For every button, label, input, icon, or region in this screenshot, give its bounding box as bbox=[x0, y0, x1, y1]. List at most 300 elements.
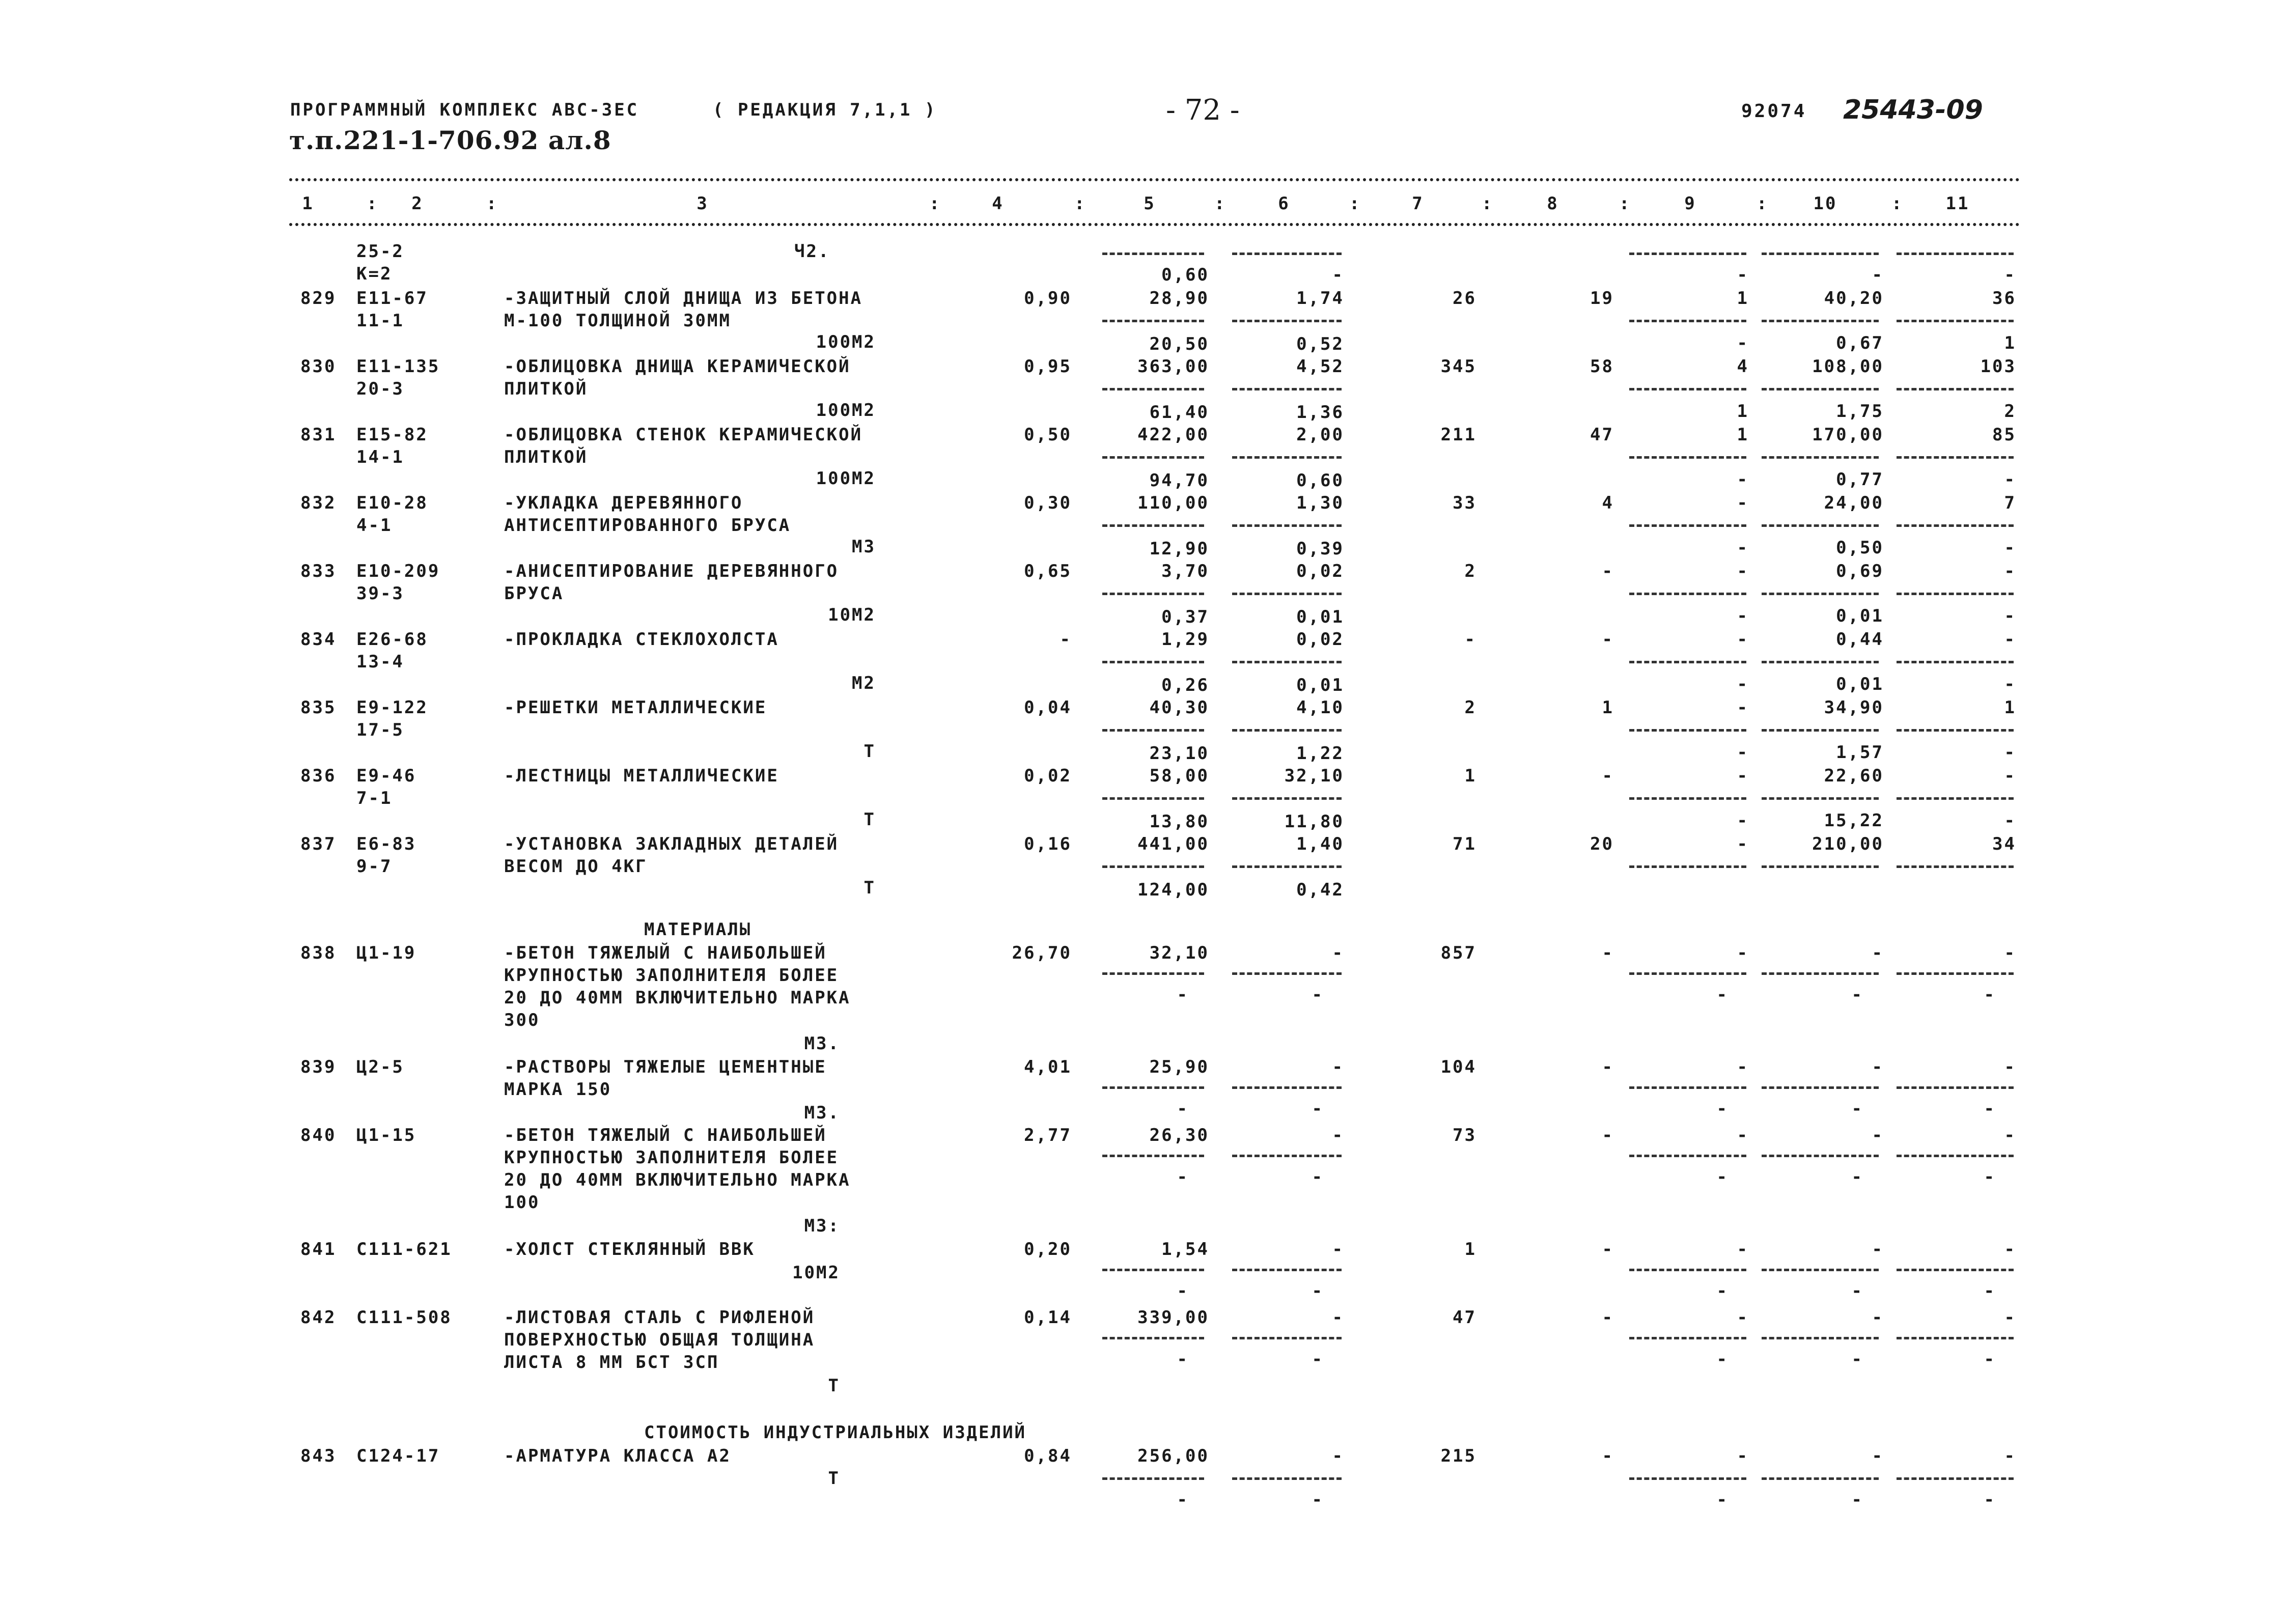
value-col5: 3,70 bbox=[1161, 561, 1209, 581]
value-col5-lower: 20,50 bbox=[1149, 334, 1209, 354]
value-col5-lower: 0,37 bbox=[1161, 607, 1209, 627]
subtotal-rule bbox=[1762, 1337, 1879, 1339]
column-separator: : bbox=[1074, 193, 1086, 214]
value-col8: 20 bbox=[1590, 834, 1614, 854]
value-col4: 0,95 bbox=[1024, 356, 1072, 377]
subtotal-rule bbox=[1762, 1477, 1879, 1480]
value-col4: 0,04 bbox=[1024, 697, 1072, 718]
value-col7: 71 bbox=[1453, 834, 1476, 854]
value-col9: - bbox=[1737, 943, 1749, 963]
value-col11-upper: 1 bbox=[2004, 333, 2016, 353]
row-unit: М3. bbox=[804, 1033, 840, 1054]
row-description: -ХОЛСТ СТЕКЛЯННЫЙ ВВК bbox=[504, 1239, 755, 1259]
column-separator: : bbox=[367, 193, 379, 214]
row-code: Е9-122 bbox=[356, 697, 428, 718]
value-lower-empty: - bbox=[1984, 1349, 1996, 1369]
value-col11: - bbox=[2004, 1446, 2016, 1466]
row-number: 831 bbox=[300, 425, 337, 445]
table-header-rule bbox=[289, 223, 2020, 226]
value-lower-empty: - bbox=[1984, 1490, 1996, 1510]
value-lower-empty: - bbox=[1716, 1349, 1729, 1369]
value-lower-empty: - bbox=[1716, 1281, 1729, 1301]
value-col9-upper: 1 bbox=[1737, 401, 1749, 422]
value-col11: 1 bbox=[2004, 697, 2016, 718]
row-number: 839 bbox=[300, 1057, 337, 1077]
column-separator: : bbox=[1619, 193, 1631, 214]
value-col9-upper: - bbox=[1737, 333, 1749, 353]
subtotal-rule bbox=[1232, 1155, 1342, 1157]
subtotal-rule bbox=[1897, 1269, 2014, 1271]
row-number: 830 bbox=[300, 356, 337, 377]
row-description: -АНИСЕПТИРОВАНИЕ ДЕРЕВЯННОГО bbox=[504, 561, 839, 581]
subtotal-rule bbox=[1102, 661, 1204, 663]
row-description: М-100 ТОЛЩИНОЙ 30ММ bbox=[504, 311, 731, 331]
value-col6: 1,74 bbox=[1296, 288, 1344, 309]
value-col4: 0,02 bbox=[1024, 766, 1072, 786]
row-code-sub: 11-1 bbox=[356, 311, 404, 331]
row-code: Е6-83 bbox=[356, 834, 416, 854]
value-col9-upper: - bbox=[1737, 674, 1749, 694]
subtotal-rule bbox=[1629, 388, 1746, 390]
subtotal-rule bbox=[1232, 524, 1342, 527]
column-header-7: 7 bbox=[1412, 193, 1424, 214]
row-code-sub: К=2 bbox=[356, 264, 393, 284]
value-lower-empty: - bbox=[1851, 1099, 1863, 1119]
value-col10-upper: 0,01 bbox=[1836, 674, 1884, 694]
subtotal-rule bbox=[1629, 1269, 1746, 1271]
value-col11: 7 bbox=[2004, 493, 2016, 513]
value-col9: - bbox=[1737, 629, 1749, 650]
value-col8: 58 bbox=[1590, 356, 1614, 377]
row-code-sub: 20-3 bbox=[356, 379, 404, 399]
value-col8: - bbox=[1602, 1307, 1614, 1328]
value-col10-upper: 0,50 bbox=[1836, 538, 1884, 558]
column-separator: : bbox=[1891, 193, 1904, 214]
value-col6: 1,30 bbox=[1296, 493, 1344, 513]
value-col10: 22,60 bbox=[1824, 766, 1884, 786]
value-col9-upper: - bbox=[1737, 606, 1749, 626]
row-description: БРУСА bbox=[504, 583, 564, 604]
value-col5: 26,30 bbox=[1149, 1125, 1209, 1145]
value-col8: 19 bbox=[1590, 288, 1614, 309]
row-number: 843 bbox=[300, 1446, 337, 1466]
subtotal-rule bbox=[1762, 1086, 1879, 1089]
value-lower-empty: - bbox=[1312, 1167, 1324, 1187]
subtotal-rule bbox=[1762, 253, 1879, 255]
value-col6: - bbox=[1332, 1239, 1344, 1259]
row-code: Е10-28 bbox=[356, 493, 428, 513]
row-number: 841 bbox=[300, 1239, 337, 1259]
subtotal-rule bbox=[1629, 1155, 1746, 1157]
value-col9: - bbox=[1737, 1239, 1749, 1259]
value-col7: 345 bbox=[1440, 356, 1476, 377]
value-col10-upper: 0,01 bbox=[1836, 606, 1884, 626]
value-lower-empty: - bbox=[1716, 985, 1729, 1005]
value-col4: 0,65 bbox=[1024, 561, 1072, 581]
value-col11: - bbox=[2004, 1239, 2016, 1259]
document-reference: т.п.221-1-706.92 ал.8 bbox=[289, 125, 611, 155]
value-col4: - bbox=[1060, 629, 1072, 650]
value-col6-lower: 11,80 bbox=[1284, 811, 1344, 832]
value-col7: 104 bbox=[1440, 1057, 1476, 1077]
value-lower-empty: - bbox=[1312, 985, 1324, 1005]
column-separator: : bbox=[1349, 193, 1361, 214]
subtotal-rule bbox=[1629, 865, 1746, 868]
value-col9-upper: - bbox=[1737, 742, 1749, 763]
row-description: -ЛИСТОВАЯ СТАЛЬ С РИФЛЕНОЙ bbox=[504, 1307, 815, 1328]
value-col9-upper: - bbox=[1737, 538, 1749, 558]
row-description: -ПРОКЛАДКА СТЕКЛОХОЛСТА bbox=[504, 629, 779, 650]
row-code-sub: 17-5 bbox=[356, 720, 404, 740]
subtotal-rule bbox=[1897, 524, 2014, 527]
row-code: Е26-68 bbox=[356, 629, 428, 650]
value-col9: - bbox=[1737, 697, 1749, 718]
value-col8: - bbox=[1602, 766, 1614, 786]
value-lower-empty: - bbox=[1177, 1490, 1189, 1510]
value-col9-upper: - bbox=[1737, 810, 1749, 831]
row-unit: Т bbox=[863, 878, 876, 898]
value-col6-lower: 0,52 bbox=[1296, 334, 1344, 354]
row-code-sub: 13-4 bbox=[356, 652, 404, 672]
value-col4: 0,30 bbox=[1024, 493, 1072, 513]
row-unit: 10М2 bbox=[792, 1263, 840, 1283]
row-code-sub: 4-1 bbox=[356, 515, 393, 536]
column-separator: : bbox=[486, 193, 498, 214]
subtotal-rule bbox=[1232, 1337, 1342, 1339]
value-col7: 73 bbox=[1453, 1125, 1476, 1145]
row-code: Е9-46 bbox=[356, 766, 416, 786]
row-unit: Т bbox=[828, 1376, 840, 1396]
row-number: 834 bbox=[300, 629, 337, 650]
row-description: ЛИСТА 8 ММ БСТ 3СП bbox=[504, 1352, 719, 1373]
column-header-3: 3 bbox=[696, 193, 709, 214]
value-col6: 0,02 bbox=[1296, 561, 1344, 581]
value-col6: 1,40 bbox=[1296, 834, 1344, 854]
subtotal-rule bbox=[1629, 456, 1746, 459]
handwritten-number: 25443-09 bbox=[1843, 95, 1983, 125]
value-col10: - bbox=[1872, 1125, 1884, 1145]
subtotal-rule bbox=[1232, 865, 1342, 868]
value-col10-upper: 0,77 bbox=[1836, 469, 1884, 490]
value-col5: 339,00 bbox=[1137, 1307, 1209, 1328]
value-col7: 47 bbox=[1453, 1307, 1476, 1328]
value-col11: 34 bbox=[1992, 834, 2016, 854]
row-description: ПЛИТКОЙ bbox=[504, 447, 588, 467]
value-col4: 2,77 bbox=[1024, 1125, 1072, 1145]
subtotal-rule bbox=[1897, 865, 2014, 868]
column-separator: : bbox=[1757, 193, 1769, 214]
value-lower-empty: - bbox=[1851, 1167, 1863, 1187]
value-lower-empty: - bbox=[1851, 1349, 1863, 1369]
row-description: 20 ДО 40ММ ВКЛЮЧИТЕЛЬНО МАРКА bbox=[504, 1170, 851, 1190]
value-col10: - bbox=[1872, 1057, 1884, 1077]
value-col11-upper: - bbox=[2004, 742, 2016, 763]
value-col9: 1 bbox=[1737, 288, 1749, 309]
subtotal-rule bbox=[1762, 1155, 1879, 1157]
value-col5-lower: 61,40 bbox=[1149, 402, 1209, 423]
subtotal-rule bbox=[1232, 797, 1342, 800]
row-description: ПОВЕРХНОСТЬЮ ОБЩАЯ ТОЛЩИНА bbox=[504, 1330, 815, 1350]
value-col7: 1 bbox=[1464, 766, 1476, 786]
subtotal-rule bbox=[1897, 388, 2014, 390]
subtotal-rule bbox=[1102, 729, 1204, 732]
subtotal-rule bbox=[1897, 1477, 2014, 1480]
value-col7: 857 bbox=[1440, 943, 1476, 963]
value-col10: 0,69 bbox=[1836, 561, 1884, 581]
row-code: С111-621 bbox=[356, 1239, 452, 1259]
subtotal-rule bbox=[1762, 593, 1879, 595]
value-col11-upper: - bbox=[2004, 674, 2016, 694]
subtotal-rule bbox=[1102, 524, 1204, 527]
value-col5: 422,00 bbox=[1137, 425, 1209, 445]
value-col11-upper: - bbox=[2004, 810, 2016, 831]
value-col4: 26,70 bbox=[1012, 943, 1072, 963]
column-header-11: 11 bbox=[1945, 193, 1970, 214]
subtotal-rule bbox=[1629, 1086, 1746, 1089]
value-col8: - bbox=[1602, 629, 1614, 650]
value-col6: 2,00 bbox=[1296, 425, 1344, 445]
subtotal-rule bbox=[1762, 320, 1879, 322]
value-col10-upper: - bbox=[1872, 265, 1884, 285]
value-col11-upper: - bbox=[2004, 469, 2016, 490]
value-lower-empty: - bbox=[1716, 1167, 1729, 1187]
column-header-8: 8 bbox=[1547, 193, 1559, 214]
subtotal-rule bbox=[1102, 1477, 1204, 1480]
subtotal-rule bbox=[1897, 1086, 2014, 1089]
value-col6: - bbox=[1332, 1307, 1344, 1328]
row-description: -ОБЛИЦОВКА СТЕНОК КЕРАМИЧЕСКОЙ bbox=[504, 425, 863, 445]
row-description: -УСТАНОВКА ЗАКЛАДНЫХ ДЕТАЛЕЙ bbox=[504, 834, 839, 854]
subtotal-rule bbox=[1102, 388, 1204, 390]
value-col8: - bbox=[1602, 1125, 1614, 1145]
row-description: ПЛИТКОЙ bbox=[504, 379, 588, 399]
row-description: -ОБЛИЦОВКА ДНИЩА КЕРАМИЧЕСКОЙ bbox=[504, 356, 851, 377]
value-lower-empty: - bbox=[1984, 1281, 1996, 1301]
row-description: -АРМАТУРА КЛАССА А2 bbox=[504, 1446, 731, 1466]
value-col8: 47 bbox=[1590, 425, 1614, 445]
row-number: 840 bbox=[300, 1125, 337, 1145]
subtotal-rule bbox=[1629, 253, 1746, 255]
value-col5: 1,29 bbox=[1161, 629, 1209, 650]
value-col4: 0,14 bbox=[1024, 1307, 1072, 1328]
subtotal-rule bbox=[1897, 1337, 2014, 1339]
row-code: Е11-135 bbox=[356, 356, 440, 377]
row-description: -БЕТОН ТЯЖЕЛЫЙ С НАИБОЛЬШЕЙ bbox=[504, 943, 827, 963]
row-code-sub: 7-1 bbox=[356, 788, 393, 808]
subtotal-rule bbox=[1102, 972, 1204, 975]
row-description: -БЕТОН ТЯЖЕЛЫЙ С НАИБОЛЬШЕЙ bbox=[504, 1125, 827, 1145]
value-col5-lower: 13,80 bbox=[1149, 811, 1209, 832]
row-code: Ц2-5 bbox=[356, 1057, 404, 1077]
value-col8: - bbox=[1602, 1239, 1614, 1259]
value-col7: 2 bbox=[1464, 561, 1476, 581]
subtotal-rule bbox=[1897, 456, 2014, 459]
value-col11: - bbox=[2004, 1057, 2016, 1077]
value-col5: 1,54 bbox=[1161, 1239, 1209, 1259]
value-col9: - bbox=[1737, 493, 1749, 513]
subtotal-rule bbox=[1102, 1269, 1204, 1271]
value-col6-upper: - bbox=[1332, 265, 1344, 285]
subtotal-rule bbox=[1897, 320, 2014, 322]
value-col8: - bbox=[1602, 943, 1614, 963]
value-lower-empty: - bbox=[1984, 1167, 1996, 1187]
row-number: 838 bbox=[300, 943, 337, 963]
row-code: Е11-67 bbox=[356, 288, 428, 309]
subtotal-rule bbox=[1232, 593, 1342, 595]
row-description: МАРКА 150 bbox=[504, 1079, 612, 1100]
subtotal-rule bbox=[1102, 1155, 1204, 1157]
subtotal-rule bbox=[1762, 797, 1879, 800]
row-unit: М3: bbox=[804, 1216, 840, 1236]
value-col5: 256,00 bbox=[1137, 1446, 1209, 1466]
value-col11: - bbox=[2004, 1307, 2016, 1328]
row-code: Ц1-15 bbox=[356, 1125, 416, 1145]
row-unit: Ч2. bbox=[794, 241, 830, 262]
value-col10: - bbox=[1872, 943, 1884, 963]
row-code: С124-17 bbox=[356, 1446, 440, 1466]
value-col6: - bbox=[1332, 943, 1344, 963]
value-col6: 4,52 bbox=[1296, 356, 1344, 377]
value-col11: - bbox=[2004, 766, 2016, 786]
subtotal-rule bbox=[1102, 797, 1204, 800]
value-col10-upper: 15,22 bbox=[1824, 810, 1884, 831]
value-col4: 0,50 bbox=[1024, 425, 1072, 445]
value-col10: 40,20 bbox=[1824, 288, 1884, 309]
row-code-sub: 9-7 bbox=[356, 856, 393, 877]
subtotal-rule bbox=[1762, 661, 1879, 663]
value-col10: 34,90 bbox=[1824, 697, 1884, 718]
subtotal-rule bbox=[1232, 253, 1342, 255]
row-unit: 100М2 bbox=[816, 468, 876, 489]
subtotal-rule bbox=[1232, 1477, 1342, 1480]
row-unit: Т bbox=[863, 741, 876, 762]
value-lower-empty: - bbox=[1177, 1167, 1189, 1187]
subtotal-rule bbox=[1762, 456, 1879, 459]
column-header-1: 1 bbox=[302, 193, 314, 214]
subtotal-rule bbox=[1102, 253, 1204, 255]
value-col5-lower: 124,00 bbox=[1137, 880, 1209, 900]
section-title-materials: МАТЕРИАЛЫ bbox=[644, 919, 752, 940]
subtotal-rule bbox=[1102, 1337, 1204, 1339]
subtotal-rule bbox=[1629, 1337, 1746, 1339]
subtotal-rule bbox=[1629, 593, 1746, 595]
subtotal-rule bbox=[1102, 1086, 1204, 1089]
value-col10-upper: 1,57 bbox=[1836, 742, 1884, 763]
value-col8: 4 bbox=[1602, 493, 1614, 513]
subtotal-rule bbox=[1232, 729, 1342, 732]
subtotal-rule bbox=[1232, 1269, 1342, 1271]
subtotal-rule bbox=[1232, 1086, 1342, 1089]
row-code: Е15-82 bbox=[356, 425, 428, 445]
column-header-10: 10 bbox=[1813, 193, 1837, 214]
column-header-2: 2 bbox=[411, 193, 424, 214]
section-title-industrial: СТОИМОСТЬ ИНДУСТРИАЛЬНЫХ ИЗДЕЛИЙ bbox=[644, 1422, 1027, 1443]
value-col5-lower: 12,90 bbox=[1149, 539, 1209, 559]
subtotal-rule bbox=[1762, 729, 1879, 732]
row-unit: 10М2 bbox=[828, 605, 876, 625]
value-col4: 0,84 bbox=[1024, 1446, 1072, 1466]
value-col8: - bbox=[1602, 1057, 1614, 1077]
subtotal-rule bbox=[1762, 972, 1879, 975]
value-col6-lower: 0,42 bbox=[1296, 880, 1344, 900]
row-description: -РАСТВОРЫ ТЯЖЕЛЫЕ ЦЕМЕНТНЫЕ bbox=[504, 1057, 827, 1077]
row-code: 25-2 bbox=[356, 241, 404, 262]
subtotal-rule bbox=[1232, 320, 1342, 322]
value-col6-lower: 0,01 bbox=[1296, 675, 1344, 695]
value-col6-lower: 0,60 bbox=[1296, 470, 1344, 491]
column-header-6: 6 bbox=[1278, 193, 1290, 214]
value-col11-upper: - bbox=[2004, 606, 2016, 626]
value-col6-lower: 1,22 bbox=[1296, 743, 1344, 764]
value-col6: - bbox=[1332, 1446, 1344, 1466]
row-unit: Т bbox=[863, 809, 876, 830]
value-col10: 24,00 bbox=[1824, 493, 1884, 513]
subtotal-rule bbox=[1629, 797, 1746, 800]
row-description: КРУПНОСТЬЮ ЗАПОЛНИТЕЛЯ БОЛЕЕ bbox=[504, 965, 839, 986]
value-lower-empty: - bbox=[1851, 985, 1863, 1005]
subtotal-rule bbox=[1102, 320, 1204, 322]
value-lower-empty: - bbox=[1851, 1490, 1863, 1510]
row-description: КРУПНОСТЬЮ ЗАПОЛНИТЕЛЯ БОЛЕЕ bbox=[504, 1147, 839, 1168]
subtotal-rule bbox=[1629, 972, 1746, 975]
subtotal-rule bbox=[1102, 865, 1204, 868]
value-col8: 1 bbox=[1602, 697, 1614, 718]
row-number: 835 bbox=[300, 697, 337, 718]
value-col11: 85 bbox=[1992, 425, 2016, 445]
subtotal-rule bbox=[1102, 456, 1204, 459]
value-col11-upper: 2 bbox=[2004, 401, 2016, 422]
value-lower-empty: - bbox=[1851, 1281, 1863, 1301]
row-description: -УКЛАДКА ДЕРЕВЯННОГО bbox=[504, 493, 743, 513]
value-col9: - bbox=[1737, 1125, 1749, 1145]
document-code: 92074 bbox=[1741, 101, 1807, 122]
row-description: 100 bbox=[504, 1192, 540, 1213]
row-description: 20 ДО 40ММ ВКЛЮЧИТЕЛЬНО МАРКА bbox=[504, 988, 851, 1008]
value-col7: 215 bbox=[1440, 1446, 1476, 1466]
value-col10-upper: 0,67 bbox=[1836, 333, 1884, 353]
value-col7: 26 bbox=[1453, 288, 1476, 309]
value-col8: - bbox=[1602, 1446, 1614, 1466]
value-col5-lower: 23,10 bbox=[1149, 743, 1209, 764]
value-col11: - bbox=[2004, 561, 2016, 581]
value-col5: 25,90 bbox=[1149, 1057, 1209, 1077]
subtotal-rule bbox=[1897, 661, 2014, 663]
value-col5: 40,30 bbox=[1149, 697, 1209, 718]
value-col6-lower: 0,39 bbox=[1296, 539, 1344, 559]
row-code-sub: 14-1 bbox=[356, 447, 404, 467]
row-unit: М3 bbox=[852, 537, 876, 557]
subtotal-rule bbox=[1629, 1477, 1746, 1480]
row-code: С111-508 bbox=[356, 1307, 452, 1328]
value-col11: - bbox=[2004, 1125, 2016, 1145]
value-col10: - bbox=[1872, 1307, 1884, 1328]
row-description: -ЗАЩИТНЫЙ СЛОЙ ДНИЩА ИЗ БЕТОНА bbox=[504, 288, 863, 309]
subtotal-rule bbox=[1762, 524, 1879, 527]
value-lower-empty: - bbox=[1177, 1281, 1189, 1301]
value-lower-empty: - bbox=[1312, 1281, 1324, 1301]
value-col11-upper: - bbox=[2004, 265, 2016, 285]
value-col10-upper: 1,75 bbox=[1836, 401, 1884, 422]
value-col6-lower: 0,01 bbox=[1296, 607, 1344, 627]
value-lower-empty: - bbox=[1984, 985, 1996, 1005]
value-col10: 108,00 bbox=[1812, 356, 1884, 377]
row-number: 833 bbox=[300, 561, 337, 581]
row-unit: Т bbox=[828, 1468, 840, 1489]
value-col5: 441,00 bbox=[1137, 834, 1209, 854]
row-code: Ц1-19 bbox=[356, 943, 416, 963]
subtotal-rule bbox=[1102, 593, 1204, 595]
value-col5-lower: 0,26 bbox=[1161, 675, 1209, 695]
